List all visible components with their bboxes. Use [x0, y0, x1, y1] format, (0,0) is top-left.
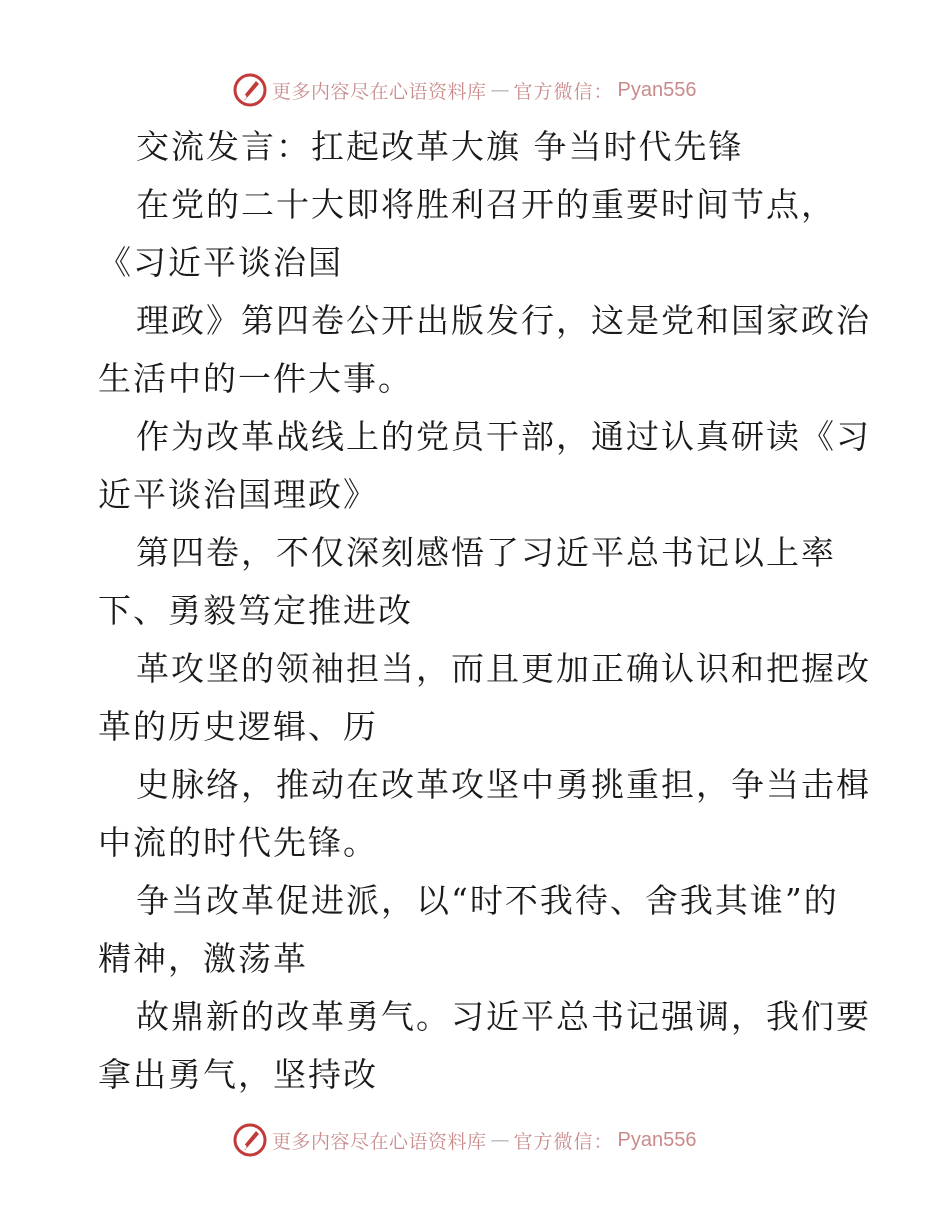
paragraph-line: 精神，激荡革	[98, 939, 308, 978]
paragraph-line: 革攻坚的领袖担当，而且更加正确认识和把握改	[136, 649, 871, 688]
watermark-wechat-label: 官方微信：	[513, 1130, 614, 1153]
paragraph-line: 革的历史逻辑、历	[98, 707, 378, 746]
paragraph-line: 生活中的一件大事。	[98, 359, 413, 398]
quill-logo-icon	[232, 1122, 268, 1158]
paragraph-line: 史脉络，推动在改革攻坚中勇挑重担，争当击楫	[136, 765, 871, 804]
watermark-wechat-label: 官方微信：	[513, 80, 614, 103]
paragraph-line: 《习近平谈治国	[98, 243, 343, 282]
paragraph-line: 拿出勇气，坚持改	[98, 1055, 378, 1094]
paragraph-line: 争当改革促进派，以“时不我待、舍我其谁”的	[136, 881, 839, 920]
paragraph-line: 在党的二十大即将胜利召开的重要时间节点，	[136, 185, 836, 224]
footer-watermark	[232, 1120, 697, 1160]
header-watermark	[232, 70, 697, 110]
watermark-wechat-id: Pyan556	[617, 1128, 697, 1151]
paragraph-line: 下、勇毅笃定推进改	[98, 591, 413, 630]
paragraph-line: 作为改革战线上的党员干部，通过认真研读《习	[136, 417, 871, 456]
document-title: 交流发言：扛起改革大旗 争当时代先锋	[136, 127, 744, 166]
paragraph-line: 故鼎新的改革勇气。习近平总书记强调，我们要	[136, 997, 871, 1036]
paragraph-line: 近平谈治国理政》	[98, 475, 378, 514]
watermark-separator: —	[490, 79, 510, 101]
watermark-site-text: 更多内容尽在心语资料库	[272, 1130, 487, 1153]
watermark-wechat-id: Pyan556	[617, 78, 697, 101]
paragraph-line: 中流的时代先锋。	[98, 823, 378, 862]
watermark-separator: —	[490, 1129, 510, 1151]
quill-logo-icon	[232, 72, 268, 108]
watermark-site-text: 更多内容尽在心语资料库	[272, 80, 487, 103]
paragraph-line: 第四卷，不仅深刻感悟了习近平总书记以上率	[136, 533, 836, 572]
paragraph-line: 理政》第四卷公开出版发行，这是党和国家政治	[136, 301, 871, 340]
